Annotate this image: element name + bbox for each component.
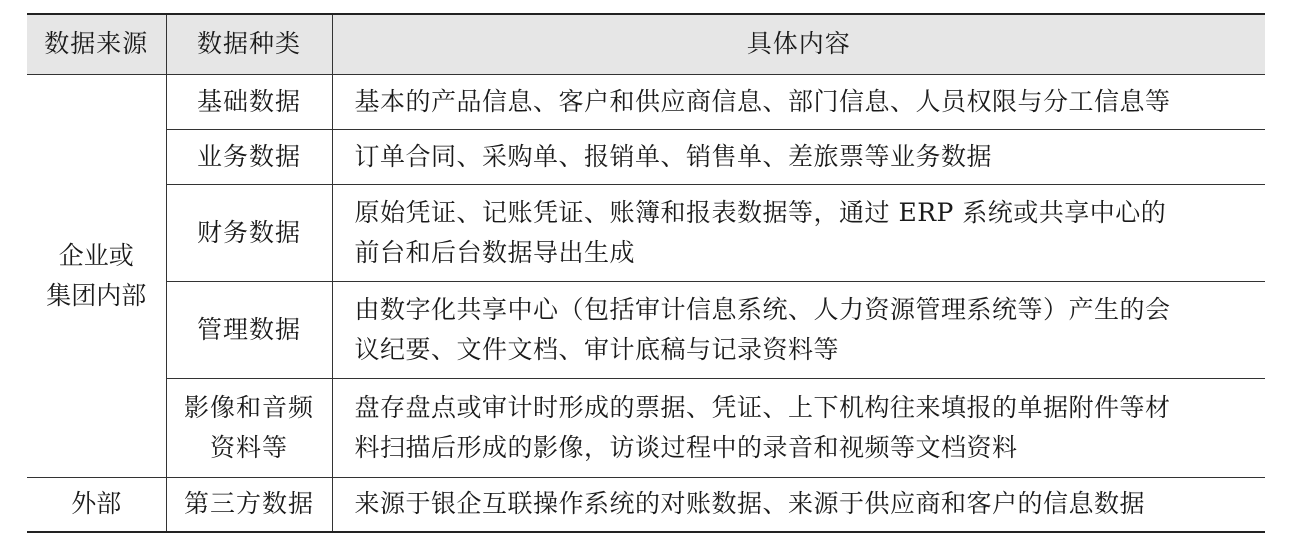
source-cell-internal (27, 74, 166, 477)
content-line: 议纪要、文件文档、审计底稿与记录资料等 (354, 334, 840, 364)
table-row (27, 378, 1265, 477)
content-line: 基本的产品信息、客户和供应商信息、部门信息、人员权限与分工信息等 (354, 86, 1171, 116)
content-line: 原始凭证、记账凭证、账簿和报表数据等，通过 ERP 系统或共享中心的 (354, 197, 1167, 227)
content-line: 订单合同、采购单、报销单、销售单、差旅票等业务数据 (354, 141, 993, 171)
header-data-source: 数据来源 (27, 14, 166, 74)
type-cell (166, 184, 332, 281)
source-label-line: 企业或 (58, 240, 134, 270)
table-header-row (27, 14, 1265, 74)
table-row (27, 281, 1265, 378)
type-cell (166, 129, 332, 184)
type-cell (166, 477, 332, 532)
content-line: 盘存盘点或审计时形成的票据、凭证、上下机构往来填报的单据附件等材 (354, 392, 1171, 422)
source-label-line: 集团内部 (46, 280, 147, 310)
type-label: 管理数据 (196, 314, 301, 344)
type-label: 资料等 (209, 432, 288, 462)
content-cell (332, 281, 1265, 378)
type-cell (166, 378, 332, 477)
type-cell (166, 74, 332, 129)
data-source-table (27, 13, 1265, 533)
table-row (27, 184, 1265, 281)
header-content: 具体内容 (332, 14, 1265, 74)
content-line: 来源于银企互联操作系统的对账数据、来源于供应商和客户的信息数据 (354, 489, 1146, 519)
content-cell (332, 74, 1265, 129)
content-line: 料扫描后形成的影像，访谈过程中的录音和视频等文档资料 (354, 432, 1018, 462)
table-row (27, 74, 1265, 129)
type-label: 基础数据 (196, 86, 301, 116)
type-label: 影像和音频 (183, 392, 314, 422)
type-label: 财务数据 (196, 217, 301, 247)
table-row (27, 129, 1265, 184)
source-label-line: 外部 (71, 489, 122, 519)
content-cell (332, 129, 1265, 184)
content-cell (332, 378, 1265, 477)
type-label: 第三方数据 (183, 489, 314, 519)
content-cell (332, 477, 1265, 532)
type-cell (166, 281, 332, 378)
header-data-type: 数据种类 (166, 14, 332, 74)
content-line: 由数字化共享中心（包括审计信息系统、人力资源管理系统等）产生的会 (354, 294, 1171, 324)
content-cell (332, 184, 1265, 281)
content-line: 前台和后台数据导出生成 (354, 237, 636, 267)
source-cell-external (27, 477, 166, 532)
type-label: 业务数据 (196, 141, 301, 171)
table-row (27, 477, 1265, 532)
